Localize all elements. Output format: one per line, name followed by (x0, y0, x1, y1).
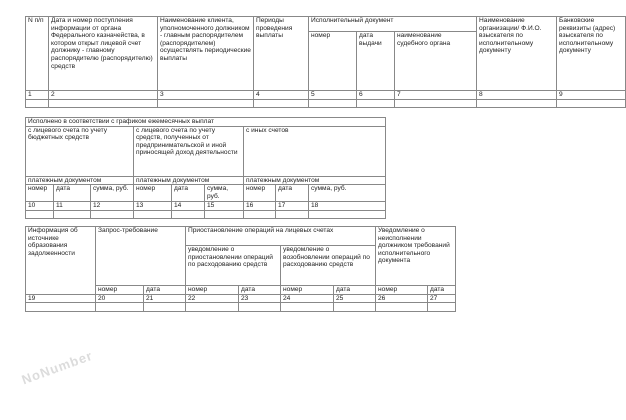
header-exec-number: номер (309, 32, 357, 91)
col-num: 22 (186, 294, 239, 303)
column-numbers-row (26, 202, 386, 211)
col-date: дата (172, 185, 205, 202)
empty-row (26, 99, 626, 107)
col-num: 7 (395, 91, 477, 100)
header-request: Запрос-требование (96, 227, 186, 286)
col-sum: сумма, руб. (91, 185, 134, 202)
col-num: 8 (477, 91, 557, 100)
col-sum: сумма, руб. (205, 185, 244, 202)
payment-doc-label: платежным документом (134, 176, 244, 185)
column-numbers-row (26, 91, 626, 100)
col-number: номер (186, 286, 239, 295)
col-date: дата (54, 185, 91, 202)
col-date: дата (239, 286, 281, 295)
col-date: дата (276, 185, 309, 202)
col-number: номер (244, 185, 276, 202)
execution-title: Исполнено в соответствии с графиком ежемесячных выплат (26, 118, 386, 127)
col-num: 6 (357, 91, 395, 100)
group-budget: с лицевого счета по учету бюджетных средств (26, 126, 134, 176)
col-num: 20 (96, 294, 144, 303)
col-num: 1 (26, 91, 49, 100)
col-number: номер (376, 286, 428, 295)
col-date: дата (144, 286, 186, 295)
col-num: 19 (26, 294, 96, 303)
header-suspension: Приостановление операций на лицевых счетах (186, 227, 376, 246)
group-other: с иных счетов (244, 126, 386, 176)
header-exec-date: дата выдачи (357, 32, 395, 91)
col-num: 17 (276, 202, 309, 211)
header-periods: Периоды проведения выплаты (254, 17, 309, 91)
execution-table (25, 117, 386, 219)
col-date: дата (334, 286, 376, 295)
header-creditor: Наименование организации/ Ф.И.О. взыскателя по исполнительному документу (477, 17, 557, 91)
group-business: с лицевого счета по учету средств, полученных от предпринимательской и иной приносящей доход деятельности (134, 126, 244, 176)
col-num: 10 (26, 202, 54, 211)
header-info-date: Дата и номер поступления информации от органа Федерального казначейства, в котором открыт лицевой счет должнику - главному распорядителю (распорядителю) средств (49, 17, 158, 91)
col-num: 11 (54, 202, 91, 211)
watermark: NoNumber (19, 347, 95, 388)
header-number: N п/п (26, 17, 49, 91)
col-number: номер (96, 286, 144, 295)
col-num: 21 (144, 294, 186, 303)
col-number: номер (134, 185, 172, 202)
col-num: 13 (134, 202, 172, 211)
header-suspend-notice: уведомление о приостановлении операций по расходованию средств (186, 246, 281, 286)
col-num: 3 (158, 91, 254, 100)
col-num: 26 (376, 294, 428, 303)
col-num: 23 (239, 294, 281, 303)
header-client: Наименование клиента, уполномоченного должником - главным распорядителем (распорядителем) осуществлять периодические выплаты (158, 17, 254, 91)
col-date: дата (428, 286, 456, 295)
col-number: номер (26, 185, 54, 202)
col-num: 9 (557, 91, 626, 100)
col-num: 14 (172, 202, 205, 211)
col-num: 18 (309, 202, 386, 211)
col-number: номер (281, 286, 334, 295)
header-resume-notice: уведомление о возобновлении операций по расходованию средств (281, 246, 376, 286)
col-num: 4 (254, 91, 309, 100)
col-num: 24 (281, 294, 334, 303)
debtor-table (25, 16, 626, 108)
payment-doc-label: платежным документом (244, 176, 386, 185)
col-num: 15 (205, 202, 244, 211)
col-num: 12 (91, 202, 134, 211)
col-num: 25 (334, 294, 376, 303)
col-num: 16 (244, 202, 276, 211)
col-num: 27 (428, 294, 456, 303)
empty-row (26, 210, 386, 218)
header-exec-court: наименование судебного органа (395, 32, 477, 91)
header-bank: Банковские реквизиты (адрес) взыскателя по исполнительному документу (557, 17, 626, 91)
col-num: 2 (49, 91, 158, 100)
col-num: 5 (309, 91, 357, 100)
column-numbers-row (26, 294, 456, 303)
header-nonfulfillment: Уведомление о неисполнении должником требований исполнительного документа (376, 227, 456, 286)
operations-table (25, 226, 456, 312)
header-exec-doc: Исполнительный документ (309, 17, 477, 32)
payment-doc-label: платежным документом (26, 176, 134, 185)
col-sum: сумма, руб. (309, 185, 386, 202)
empty-row (26, 303, 456, 312)
header-debt-source: Информация об источнике образования задолженности (26, 227, 96, 295)
